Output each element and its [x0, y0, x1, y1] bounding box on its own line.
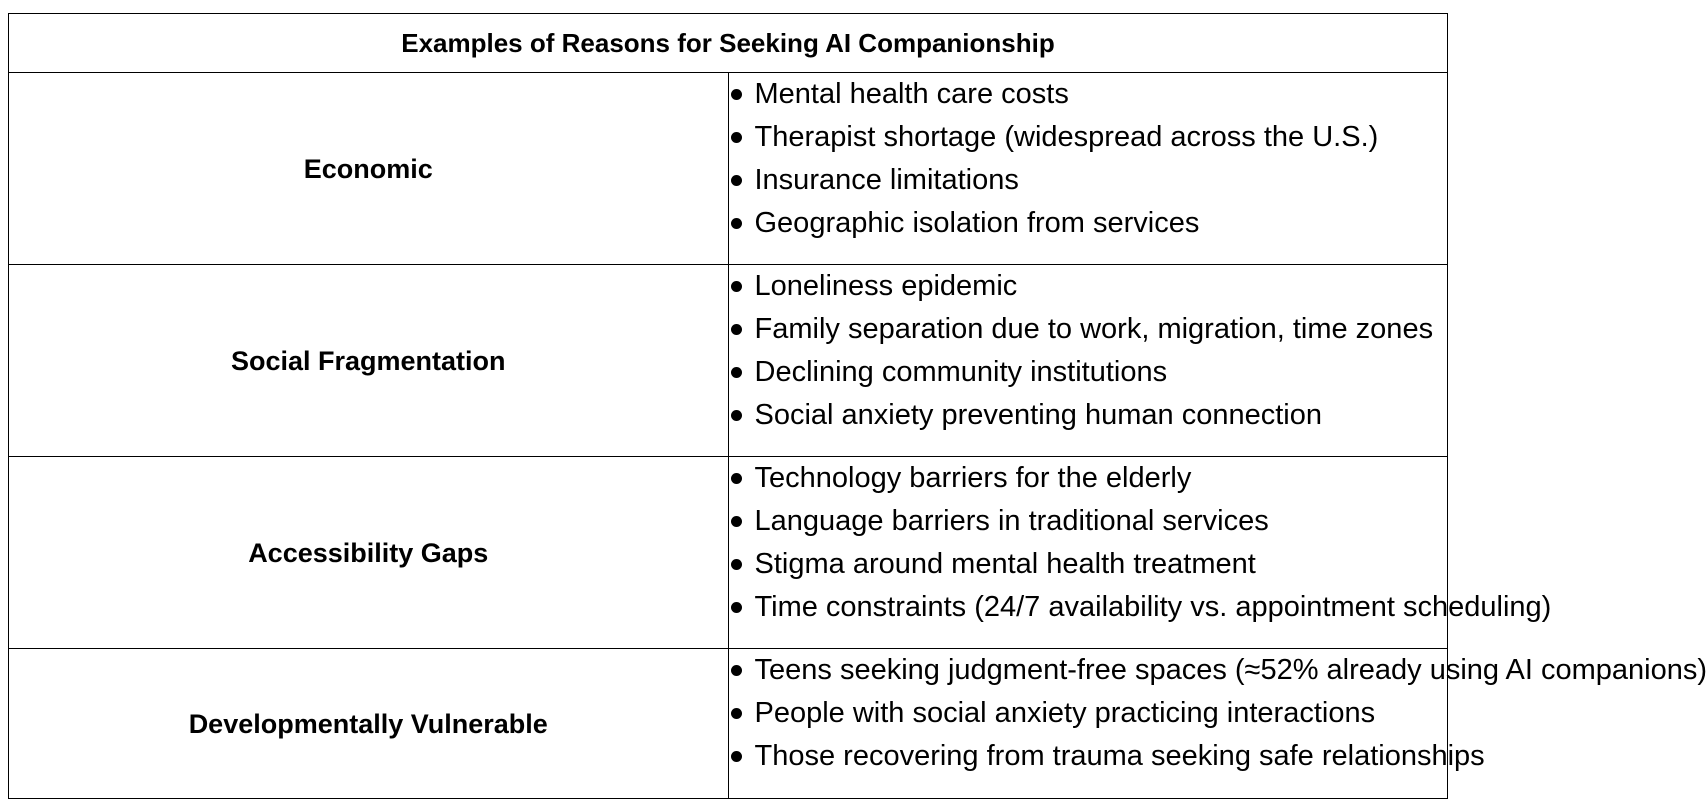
bullet-list-accessibility-gaps	[729, 457, 1552, 629]
list-item	[729, 543, 1448, 586]
bullet-icon	[731, 602, 742, 613]
table-row-social-fragmentation	[9, 265, 1448, 457]
bullet-icon	[731, 175, 742, 186]
list-item-text: Those recovering from trauma seeking safe relationships	[754, 740, 1485, 773]
bullet-icon	[731, 218, 742, 229]
list-item	[729, 265, 1448, 308]
bullet-icon	[731, 559, 742, 570]
bullet-icon	[731, 89, 742, 100]
table-header-row	[9, 14, 1448, 73]
list-item-text: People with social anxiety practicing interactions	[754, 697, 1376, 730]
list-item	[729, 586, 1552, 629]
items-cell-economic	[728, 73, 1448, 265]
list-item	[729, 649, 1707, 692]
items-cell-accessibility-gaps	[728, 457, 1552, 649]
reasons-table	[8, 13, 1707, 799]
bullet-list-developmentally-vulnerable	[729, 649, 1707, 778]
table-row-accessibility-gaps	[9, 457, 1448, 649]
list-item-text: Teens seeking judgment-free spaces (≈52% already using AI companions)	[754, 654, 1707, 687]
items-cell-social-fragmentation	[728, 265, 1448, 457]
bullet-icon	[731, 132, 742, 143]
list-item-text: Therapist shortage (widespread across the U.S.)	[754, 121, 1379, 154]
list-item	[729, 692, 1448, 735]
list-item-text: Technology barriers for the elderly	[754, 462, 1192, 495]
list-item	[729, 394, 1448, 437]
list-item	[729, 202, 1448, 245]
list-item	[729, 116, 1448, 159]
category-economic: Economic	[9, 73, 729, 265]
list-item	[729, 735, 1485, 778]
list-item-text: Time constraints (24/7 availability vs. appointment scheduling)	[754, 591, 1552, 624]
table-row-developmentally-vulnerable	[9, 649, 1448, 799]
list-item-text: Social anxiety preventing human connection	[754, 399, 1322, 432]
bullet-icon	[731, 410, 742, 421]
bullet-icon	[731, 751, 742, 762]
category-developmentally-vulnerable: Developmentally Vulnerable	[9, 649, 729, 799]
list-item	[729, 500, 1448, 543]
table-row-economic	[9, 73, 1448, 265]
bullet-icon	[731, 281, 742, 292]
category-social-fragmentation: Social Fragmentation	[9, 265, 729, 457]
bullet-icon	[731, 367, 742, 378]
list-item-text: Mental health care costs	[754, 78, 1069, 111]
list-item	[729, 159, 1448, 202]
list-item-text: Language barriers in traditional services	[754, 505, 1269, 538]
bullet-icon	[731, 665, 742, 676]
bullet-icon	[731, 516, 742, 527]
list-item-text: Geographic isolation from services	[754, 207, 1200, 240]
table-title: Examples of Reasons for Seeking AI Companionship	[9, 14, 1448, 73]
list-item	[729, 457, 1448, 500]
category-accessibility-gaps: Accessibility Gaps	[9, 457, 729, 649]
list-item-text: Declining community institutions	[754, 356, 1168, 389]
list-item-text: Stigma around mental health treatment	[754, 548, 1256, 581]
items-cell-developmentally-vulnerable	[728, 649, 1707, 799]
list-item	[729, 73, 1448, 116]
list-item	[729, 351, 1448, 394]
list-item	[729, 308, 1448, 351]
bullet-list-social-fragmentation	[729, 265, 1448, 437]
bullet-list-economic	[729, 73, 1448, 245]
list-item-text: Insurance limitations	[754, 164, 1019, 197]
list-item-text: Family separation due to work, migration, time zones	[754, 313, 1434, 346]
bullet-icon	[731, 473, 742, 484]
bullet-icon	[731, 324, 742, 335]
bullet-icon	[731, 708, 742, 719]
list-item-text: Loneliness epidemic	[754, 270, 1018, 303]
